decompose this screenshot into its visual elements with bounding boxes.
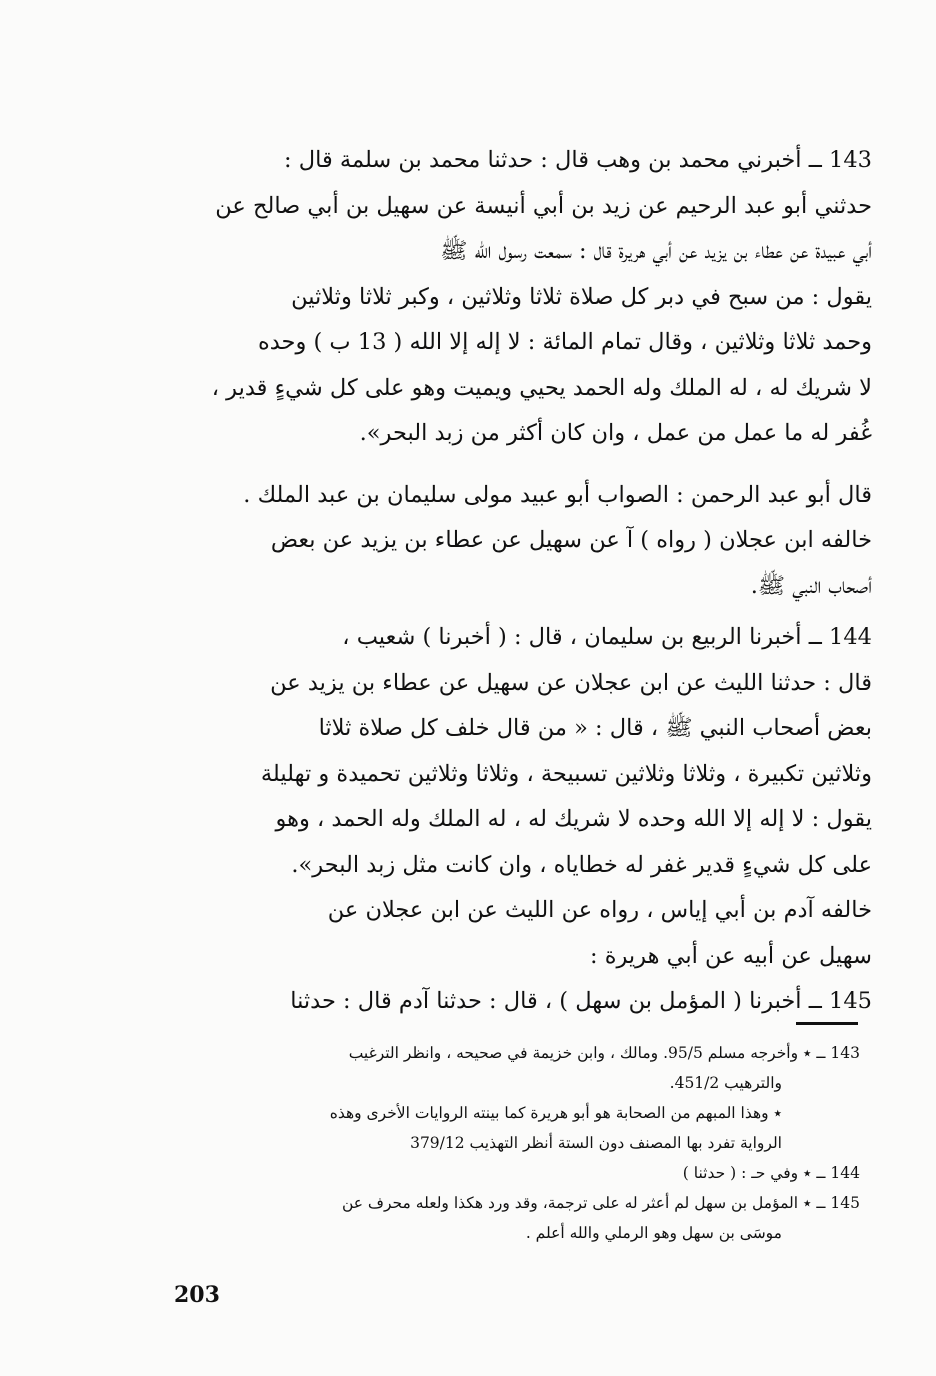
text-line: 143 ــ أخبرني محمد بن وهب قال : حدثنا محمد بن سلمة قال :: [284, 147, 872, 173]
text-line: قال أبو عبد الرحمن : الصواب أبو عبيد مولى سليمان بن عبد الملك .: [243, 481, 872, 508]
text-line: حدثني أبو عبد الرحيم عن زيد بن أبي أنيسة عن سهيل بن أبي صالح عن: [215, 192, 872, 219]
footnote-line: والترهيب 451/2.: [669, 1074, 782, 1092]
paragraph-gap: [160, 457, 872, 473]
text-line: خالفه ابن عجلان ( رواه ) آ عن سهيل عن عطاء بن يزيد عن بعض: [270, 527, 872, 553]
footnote-line: 144 ــ ٭ وفي حـ : ( حدثنا ): [682, 1164, 860, 1182]
text-line: 144 ــ أخبرنا الربيع بن سليمان ، قال : ( أخبرنا ) شعيب ،: [342, 624, 872, 650]
text-line: يقول : من سبح في دبر كل صلاة ثلاثا وثلاثين ، وكبر ثلاثا وثلاثين: [291, 283, 872, 310]
footnote-line: الرواية تفرد بها المصنف دون الستة أنظر التهذيب 379/12: [410, 1134, 782, 1152]
footnote-line: 145 ــ ٭ المؤمل بن سهل لم أعثر له على ترجمة، وقد ورد هكذا ولعله محرف عن: [341, 1194, 860, 1212]
footnote-separator: [796, 1022, 858, 1025]
text-line: على كل شيءٍ قدير غفر له خطاياه ، وان كانت مثل زبد البحر».: [291, 851, 872, 878]
footnote-line: ٭ وهذا المبهم من الصحابة هو أبو هريرة كما بينته الروايات الأخرى وهذه: [329, 1104, 782, 1122]
text-line: غُفر له ما عمل من عمل ، وان كان أكثر من زبد البحر».: [359, 420, 872, 446]
text-line: يقول : لا إله إلا الله وحده لا شريك له ، له الملك وله الحمد ، وهو: [275, 806, 872, 832]
footnotes: [160, 1038, 860, 1248]
text-line: وحمد ثلاثا وثلاثين ، وقال تمام المائة : لا إله إلا الله ( 13 ب ) وحده: [257, 329, 872, 355]
text-line: أبي عبيدة عن عطاء بن يزيد عن أبي هريرة قال : سمعت رسول الله ﷺ: [440, 238, 872, 264]
text-line: بعض أصحاب النبي ﷺ ، قال : « من قال خلف كل صلاة ثلاثا: [318, 715, 872, 741]
text-line: سهيل عن أبيه عن أبي هريرة :: [589, 942, 872, 969]
text-line: أصحاب النبي ﷺ.: [750, 572, 872, 599]
text-line: قال : حدثنا الليث عن ابن عجلان عن سهيل عن عطاء بن يزيد عن: [270, 669, 872, 696]
footnote-line: موسَى بن سهل وهو الرملي والله أعلم .: [525, 1224, 782, 1242]
text-line: 145 ــ أخبرنا ( المؤمل بن سهل ) ، قال : حدثنا آدم قال : حدثنا: [290, 988, 872, 1014]
text-line: لا شريك له ، له الملك وله الحمد يحيي ويميت وهو على كل شيءٍ قدير ،: [211, 374, 872, 401]
text-line: خالفه آدم بن أبي إياس ، رواه عن الليث عن ابن عجلان عن: [327, 897, 872, 923]
main-text: [160, 138, 872, 1025]
page-number: 203: [174, 1282, 220, 1308]
footnote-line: 143 ــ ٭ وأخرجه مسلم 95/5. ومالك ، وابن خزيمة في صحيحه ، وانظر الترغيب: [348, 1044, 860, 1062]
text-line: وثلاثين تكبيرة ، وثلاثا وثلاثين تسبيحة ، وثلاثا وثلاثين تحميدة و تهليلة: [260, 760, 872, 787]
